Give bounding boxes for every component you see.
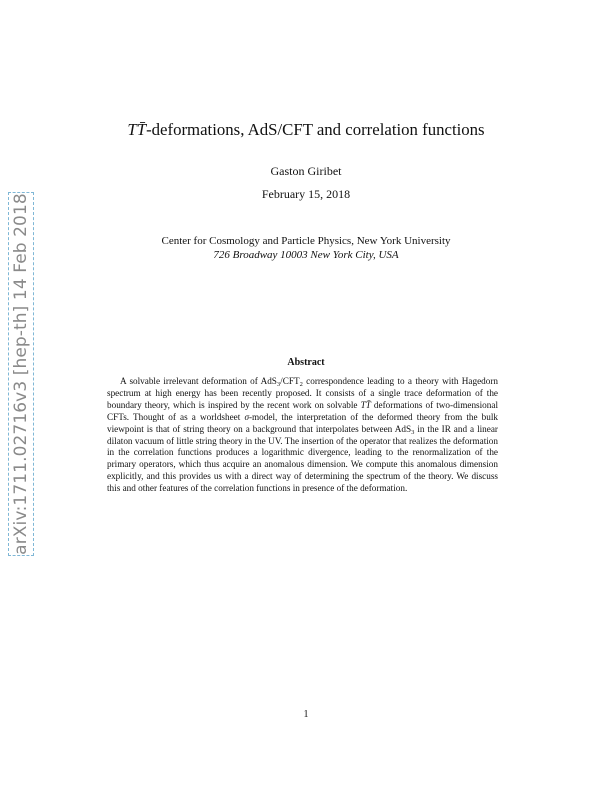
abstract-subscript: 3 bbox=[411, 428, 415, 436]
abstract-body bbox=[107, 376, 498, 495]
abstract-text: correspondence leading to a theory with Hagedorn spectrum at high energy has been recently proposed. It consists of a single trace deformation of the boundary theory, which is inspired by the recent work on solvable bbox=[107, 376, 498, 410]
title-tt-symbol: TT̄ bbox=[127, 120, 147, 139]
page-number: 1 bbox=[303, 709, 309, 720]
arxiv-identifier: arXiv:1711.02716v3 [hep-th] 14 Feb 2018 bbox=[11, 193, 32, 555]
abstract-text: -model, the interpretation of the deformed theory from the bulk viewpoint is that of string theory on a background that interpolates between AdS bbox=[107, 411, 498, 434]
abstract-heading: Abstract bbox=[287, 357, 325, 368]
abstract-text: in the IR and a linear dilaton vacuum of little string theory in the UV. The insertion of the operator that realizes the deformation in the correlation functions produces a logarithmic divergence, leading to the renormalization of the primary operators, which thus acquire an anomalous dimension. We compute this anomalous dimension explicitly, and this provides us with a direct way of determining the spectrum of the theory. We discuss this and other features of the correlation functions in presence of the deformation. bbox=[107, 423, 498, 494]
author-name: Gaston Giribet bbox=[270, 164, 342, 178]
abstract-sigma-symbol: σ bbox=[244, 411, 249, 422]
abstract-text: deformations of two-dimensional CFTs. Thought of as a worldsheet bbox=[107, 399, 498, 422]
paper-title bbox=[0, 120, 612, 140]
title-text: -deformations, AdS/CFT and correlation functions bbox=[146, 120, 485, 139]
abstract-text: A solvable irrelevant deformation of AdS bbox=[120, 376, 277, 386]
abstract-tt-symbol: TT̄ bbox=[360, 399, 371, 410]
affiliation-address: 726 Broadway 10003 New York City, USA bbox=[213, 249, 399, 261]
abstract-subscript: 2 bbox=[299, 381, 303, 388]
abstract-subscript: 3 bbox=[276, 381, 281, 388]
affiliation-institution: Center for Cosmology and Particle Physics, New York University bbox=[161, 235, 451, 247]
abstract-text: /CFT bbox=[280, 376, 300, 386]
paper-date: February 15, 2018 bbox=[261, 187, 351, 201]
